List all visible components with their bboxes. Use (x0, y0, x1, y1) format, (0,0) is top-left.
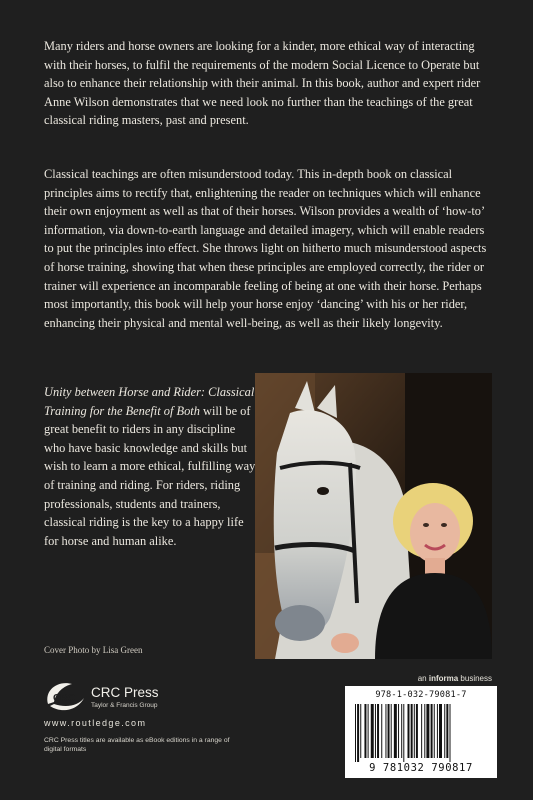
barcode-bar (439, 704, 442, 758)
barcode-bar (434, 704, 435, 758)
barcode-bar (421, 704, 422, 758)
barcode-bar (424, 704, 425, 758)
barcode-bar (426, 704, 429, 758)
barcode-bar (391, 704, 392, 758)
barcode-bar (450, 704, 451, 762)
publisher-group: Taylor & Francis Group (91, 702, 158, 709)
barcode-bar (416, 704, 418, 758)
isbn-barcode (345, 686, 497, 778)
blurb-paragraph-3-text: will be of great benefit to riders in any discipline who have basic knowledge and skills but wish to learn a more ethical, fulfilling way of training and riding. For riders, riding professionals, students and trainers, classical riding is the key to a happy life for horse and human alike. (44, 403, 256, 548)
blurb-paragraph-2: Classical teachings are often misunderstood today. This in-depth book on classical principles aims to rectify that, enlightening the reader on techniques which will enhance their own enjoyment as well as that of their horses. Wilson provides a wealth of ‘how-to’ information, via down-to-earth language and detailed imagery, which will enable readers to put the principles into effect. She throws light on hitherto much misunderstood aspects of horse training, showing that when these principles are employed correctly, the rider or trainer will experience an incomparable feeling of being at one with their horse. Perhaps most importantly, this book will help your horse enjoy ‘dancing’ with his or her rider, enhancing their physical and mental well-being, as well as their likely longevity. (44, 167, 487, 330)
blurb-paragraph-3 (44, 383, 256, 550)
blurb-paragraph-1: Many riders and horse owners are looking for a kinder, more ethical way of interacting with their horses, to fulfil the requirements of the modern Social Licence to Operate but also to enhance their relationship with their animal. In this book, author and expert rider Anne Wilson demonstrates that we need look no further than the teachings of the great classical riding masters, past and present. (44, 39, 481, 128)
crc-logo-text: CRC (53, 693, 75, 704)
barcode-bar (401, 704, 402, 758)
barcode-bar (355, 704, 356, 762)
barcode-bar (368, 704, 369, 758)
barcode-bar (403, 704, 404, 762)
photo-illustration (255, 373, 492, 659)
barcode-bar (377, 704, 379, 758)
barcode-bar (388, 704, 390, 758)
book-title-italic: Unity between Horse and Rider: Classical Training for the Benefit of Both (44, 385, 255, 418)
barcode-bar (398, 704, 399, 758)
barcode-bar (357, 704, 359, 762)
isbn-number: 978-1-032-79081-7 (375, 690, 467, 700)
barcode-bar (381, 704, 382, 758)
informa-suffix: business (458, 674, 492, 683)
publisher-url: www.routledge.com (44, 718, 147, 728)
barcode-bar (446, 704, 448, 758)
barcode-bar (394, 704, 397, 758)
barcode-bar (375, 704, 376, 758)
author-horse-photo (255, 373, 492, 659)
barcode-bar (385, 704, 386, 758)
publisher-name: CRC Press (91, 685, 159, 700)
photo-credit: Cover Photo by Lisa Green (44, 645, 143, 655)
informa-brand: informa (428, 674, 459, 683)
informa-tagline (418, 674, 492, 683)
informa-prefix: an (417, 674, 429, 683)
barcode-bar (371, 704, 374, 758)
barcode-bar (414, 704, 415, 758)
barcode-bars (355, 704, 487, 762)
barcode-bar (437, 704, 438, 758)
barcode-bar (411, 704, 413, 758)
barcode-bar (444, 704, 445, 758)
ean-digits: 9 781032 790817 (369, 762, 473, 774)
barcode-bar (408, 704, 410, 758)
ebook-note: CRC Press titles are available as eBook editions in a range of digital formats (44, 737, 230, 753)
barcode-bar (364, 704, 366, 758)
barcode-bar (431, 704, 433, 758)
barcode-bar (360, 704, 361, 758)
crc-logo-icon (44, 680, 86, 714)
